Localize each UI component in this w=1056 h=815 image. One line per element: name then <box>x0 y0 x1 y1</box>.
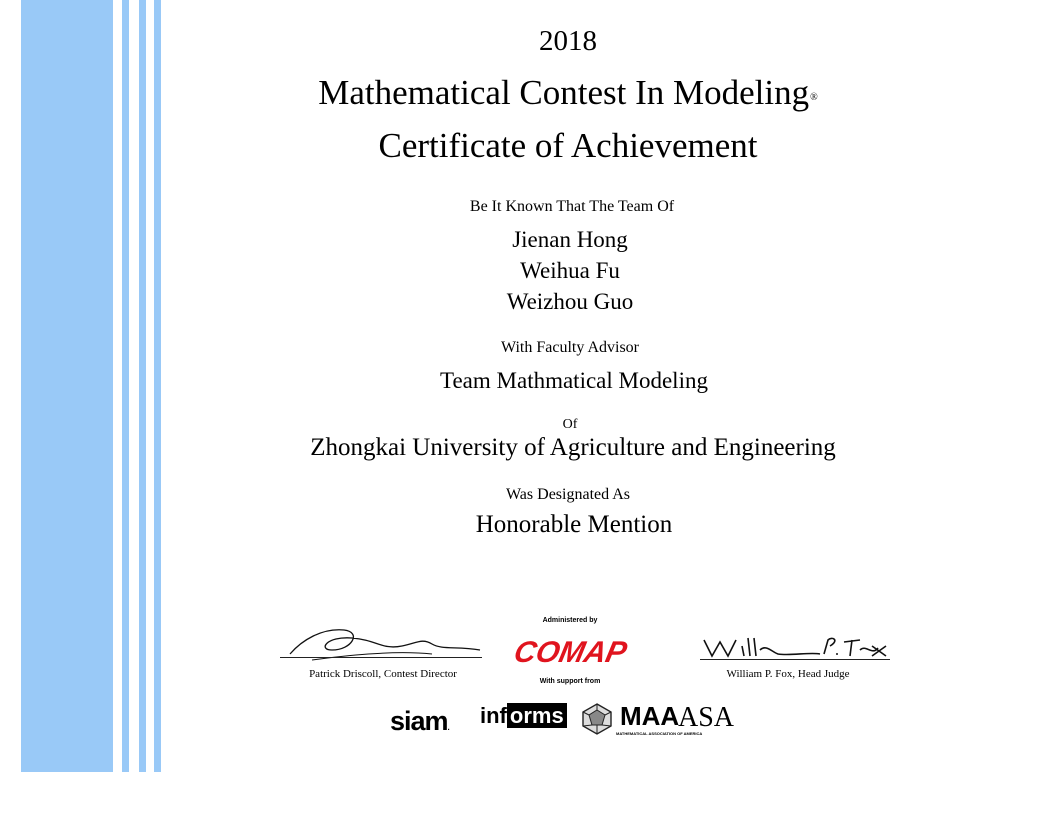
signature-line <box>280 657 482 658</box>
award-name: Honorable Mention <box>475 511 673 538</box>
team-member: Jienan Hong <box>512 227 628 252</box>
left-border-stripe <box>139 0 146 772</box>
siam-logo <box>390 706 449 737</box>
comap-logo <box>511 626 630 674</box>
maa-polyhedron-icon <box>580 702 614 736</box>
siam-wordmark: siam <box>390 706 448 736</box>
maa-wordmark: MAA <box>620 701 680 731</box>
comap-wordmark: COMAP <box>511 636 630 669</box>
contest-name-text: Mathematical Contest In Modeling <box>318 73 810 112</box>
team-member: Weihua Fu <box>520 258 620 283</box>
asa-wordmark: ASA <box>678 702 735 733</box>
team-member: Weizhou Guo <box>506 289 634 314</box>
left-border-stripe <box>122 0 129 772</box>
judge-caption: William P. Fox, Head Judge <box>726 668 850 680</box>
known-line: Be It Known That The Team Of <box>469 198 675 215</box>
university-name: Zhongkai University of Agriculture and Engineering <box>310 434 836 461</box>
signature-line <box>700 659 890 660</box>
of-line: Of <box>562 417 578 432</box>
support-from: With support from <box>539 678 601 685</box>
certificate-year: 2018 <box>539 25 597 57</box>
left-border-stripe <box>154 0 161 772</box>
informs-wordmark-a: inf <box>480 703 507 728</box>
contest-name <box>268 73 868 113</box>
judge-signature <box>700 632 890 662</box>
advisor-line: With Faculty Advisor <box>500 339 639 356</box>
administered-by: Administered by <box>542 617 598 624</box>
maa-subtitle: MATHEMATICAL ASSOCIATION OF AMERICA <box>616 731 703 736</box>
certificate-title: Certificate of Achievement <box>378 126 758 165</box>
asa-logo <box>678 702 734 734</box>
informs-wordmark-b: orms <box>507 703 567 728</box>
faculty-advisor: Team Mathmatical Modeling <box>440 368 708 393</box>
registered-mark: ® <box>810 92 818 103</box>
director-caption: Patrick Driscoll, Contest Director <box>309 668 457 680</box>
siam-dot: . <box>447 723 449 732</box>
left-border-band <box>21 0 113 772</box>
designated-line: Was Designated As <box>505 486 631 503</box>
informs-logo <box>480 703 567 729</box>
